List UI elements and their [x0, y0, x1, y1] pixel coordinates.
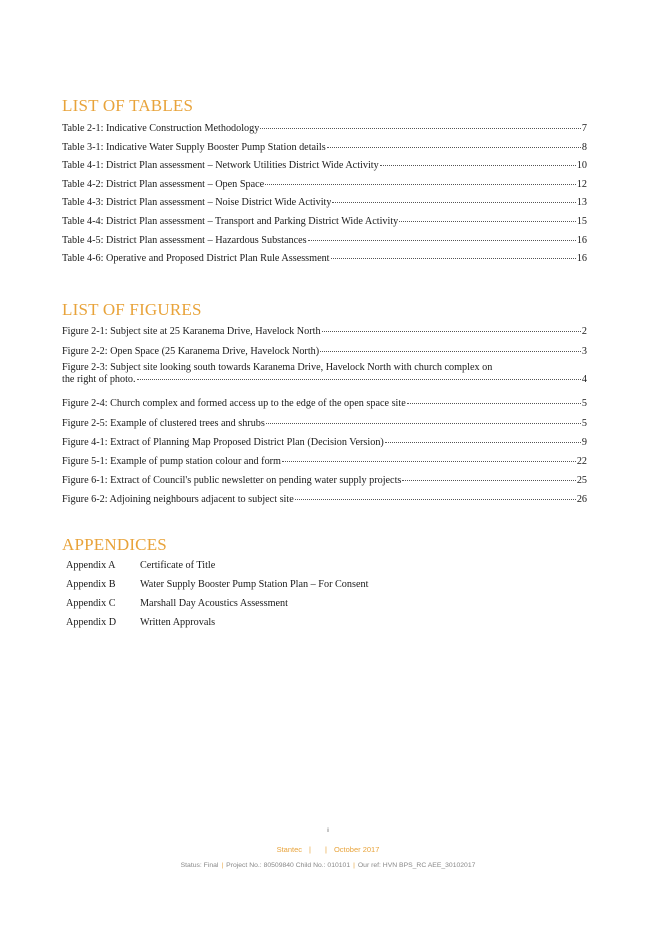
- appendix-entry[interactable]: [66, 598, 368, 617]
- table-entry[interactable]: [62, 179, 587, 198]
- appendix-code: Appendix A: [66, 560, 116, 571]
- table-entry-label: Table 4-1: District Plan assessment – Network Utilities District Wide Activity: [62, 160, 379, 172]
- dot-leader: [331, 258, 576, 259]
- figure-entry[interactable]: [62, 346, 587, 362]
- dot-leader: [260, 128, 581, 129]
- footer-ref: Our ref: HVN BPS_RC AEE_30102017: [357, 862, 476, 869]
- table-entry-label: Table 2-1: Indicative Construction Methodology: [62, 123, 260, 134]
- figure-entry-page: 5: [581, 398, 587, 409]
- figure-entry[interactable]: [62, 475, 587, 494]
- figure-entry-label-continuation: the right of photo.: [62, 374, 136, 385]
- figure-entry-page: 2: [581, 326, 587, 337]
- dot-leader: [137, 379, 581, 380]
- figure-entry[interactable]: [62, 494, 587, 513]
- figure-entry-label: Figure 2-1: Subject site at 25 Karanema Drive, Havelock North: [62, 326, 321, 337]
- table-entry-label: Table 4-5: District Plan assessment – Hazardous Substances: [62, 234, 307, 246]
- dot-leader: [385, 442, 581, 443]
- appendix-entry[interactable]: [66, 560, 368, 579]
- table-entry-page: 16: [576, 253, 587, 265]
- table-entry-label: Table 3-1: Indicative Water Supply Booster Pump Station details: [62, 141, 326, 153]
- figure-entry[interactable]: [62, 437, 587, 456]
- figure-entry[interactable]: [62, 418, 587, 437]
- appendix-title: Marshall Day Acoustics Assessment: [140, 598, 288, 609]
- footer-status-line: [0, 862, 656, 869]
- footer-brand-line: [0, 845, 656, 854]
- footer-separator: |: [324, 845, 327, 854]
- table-entry-page: 12: [576, 178, 587, 190]
- dot-leader: [327, 147, 581, 148]
- table-entry-page: 8: [581, 141, 587, 153]
- appendix-code: Appendix C: [66, 598, 116, 609]
- list-of-tables: [62, 123, 587, 272]
- table-entry-label: Table 4-3: District Plan assessment – Noise District Wide Activity: [62, 197, 332, 209]
- footer-project-no: Project No.: 80509840 Child No.: 010101: [226, 862, 351, 869]
- dot-leader: [402, 480, 575, 481]
- footer-status: Status: Final: [180, 862, 219, 869]
- list-of-figures: [62, 326, 587, 513]
- table-entry[interactable]: [62, 197, 587, 216]
- figure-entry-page: 3: [581, 346, 587, 357]
- footer-date: October 2017: [333, 845, 380, 854]
- figure-entry-page: 9: [581, 437, 587, 448]
- figure-entry[interactable]: [62, 362, 587, 398]
- list-of-tables-title: LIST OF TABLES: [62, 96, 194, 115]
- appendix-code: Appendix D: [66, 617, 117, 628]
- footer-separator: |: [221, 862, 224, 869]
- appendix-entry[interactable]: [66, 617, 368, 636]
- table-entry[interactable]: [62, 253, 587, 272]
- figure-entry-label: Figure 4-1: Extract of Planning Map Proposed District Plan (Decision Version): [62, 437, 384, 448]
- figure-entry-continuation: [62, 374, 587, 386]
- dot-leader: [380, 165, 576, 166]
- table-entry[interactable]: [62, 216, 587, 235]
- figure-entry[interactable]: [62, 456, 587, 475]
- table-entry-page: 15: [576, 215, 587, 227]
- figure-entry-page: 22: [576, 456, 587, 467]
- table-entry-label: Table 4-4: District Plan assessment – Transport and Parking District Wide Activity: [62, 215, 399, 227]
- figure-entry-label: Figure 2-3: Subject site looking south towards Karanema Drive, Havelock North with church complex on: [62, 362, 493, 373]
- dot-leader: [322, 331, 581, 332]
- appendices-list: [66, 560, 368, 636]
- footer-page-number: ii: [326, 828, 330, 834]
- dot-leader: [332, 202, 575, 203]
- figure-entry-label: Figure 2-2: Open Space (25 Karanema Drive, Havelock North): [62, 346, 320, 357]
- footer-separator: |: [309, 845, 311, 854]
- table-entry-page: 13: [576, 197, 587, 209]
- table-entry-page: 7: [581, 123, 587, 134]
- dot-leader: [282, 461, 576, 462]
- figure-entry-page: 5: [581, 418, 587, 429]
- dot-leader: [308, 240, 576, 241]
- dot-leader: [265, 184, 576, 185]
- table-entry-page: 16: [576, 234, 587, 246]
- table-entry-page: 10: [576, 160, 587, 172]
- list-of-figures-title: LIST OF FIGURES: [62, 300, 202, 319]
- table-entry[interactable]: [62, 123, 587, 142]
- figure-entry-label: Figure 6-2: Adjoining neighbours adjacent to subject site: [62, 494, 294, 505]
- table-entry-label: Table 4-6: Operative and Proposed District Plan Rule Assessment: [62, 253, 330, 265]
- appendix-title: Certificate of Title: [140, 560, 216, 571]
- dot-leader: [399, 221, 576, 222]
- figure-entry-label: Figure 6-1: Extract of Council's public newsletter on pending water supply projects: [62, 475, 402, 486]
- figure-entry-label: Figure 2-5: Example of clustered trees and shrubs: [62, 418, 265, 429]
- appendix-title: Water Supply Booster Pump Station Plan – For Consent: [140, 579, 369, 590]
- appendices-title: APPENDICES: [62, 535, 167, 554]
- figure-entry-label: Figure 2-4: Church complex and formed access up to the edge of the open space site: [62, 398, 406, 409]
- figure-entry[interactable]: [62, 398, 587, 418]
- figure-entry-page: 25: [576, 475, 587, 486]
- figure-entry-label: Figure 5-1: Example of pump station colour and form: [62, 456, 281, 467]
- dot-leader: [407, 403, 581, 404]
- figure-entry-page: 26: [576, 494, 587, 505]
- dot-leader: [266, 423, 581, 424]
- dot-leader: [320, 351, 581, 352]
- figure-entry-page: 4: [581, 374, 587, 385]
- table-entry[interactable]: [62, 160, 587, 179]
- footer-separator: |: [353, 862, 355, 869]
- table-entry-label: Table 4-2: District Plan assessment – Open Space: [62, 178, 265, 190]
- appendix-title: Written Approvals: [140, 617, 216, 628]
- appendix-entry[interactable]: [66, 579, 368, 598]
- figure-entry[interactable]: [62, 326, 587, 346]
- dot-leader: [295, 499, 576, 500]
- footer-brand: Stantec: [276, 845, 303, 854]
- table-entry[interactable]: [62, 235, 587, 254]
- appendix-code: Appendix B: [66, 579, 116, 590]
- table-entry[interactable]: [62, 142, 587, 161]
